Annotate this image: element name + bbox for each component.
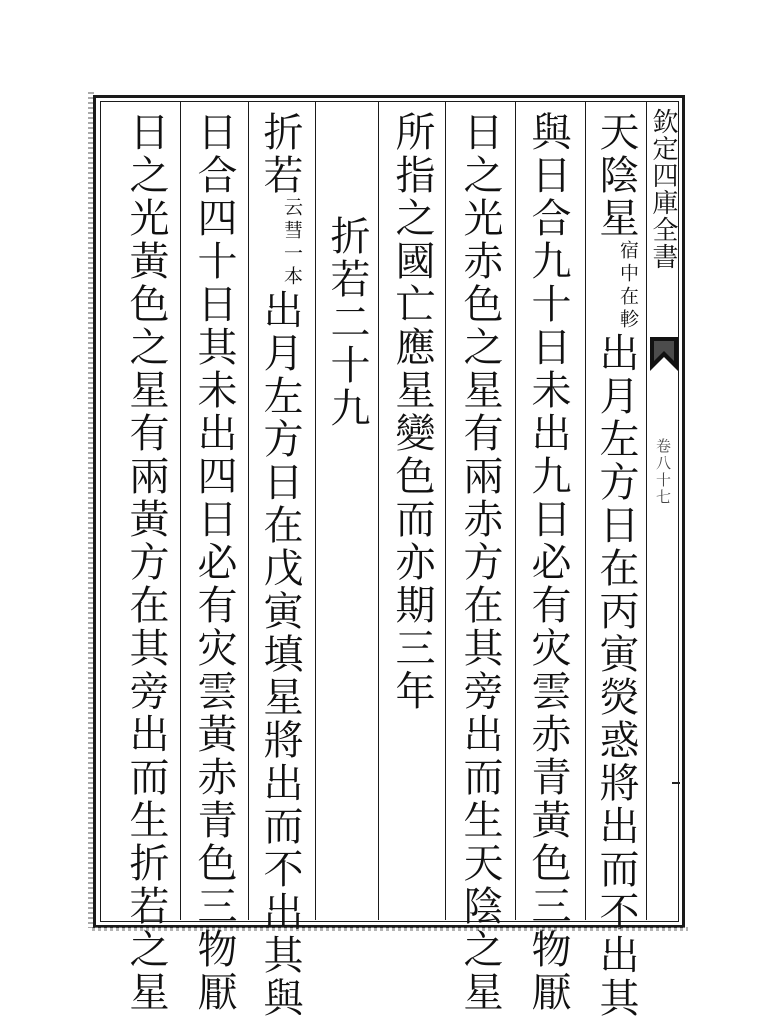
text-column-4	[390, 111, 434, 713]
interlinear-note	[282, 197, 302, 289]
column-text: 出月左方日在丙寅熒惑將出而不出其	[593, 332, 639, 1020]
column-text: 出月左方日在戊寅填星將出而不出其與	[257, 289, 303, 1020]
book-title: 欽定四庫全書	[648, 108, 678, 270]
column-rule	[180, 101, 181, 920]
column-text: 日之光黃色之星有兩黃方在其旁出而生折若之星	[123, 111, 169, 1014]
column-text: 與日合九十日未出九日必有灾雲赤青黃色三物厭	[525, 111, 571, 1014]
column-text: 日合四十日其未出四日必有灾雲黃赤青色三物厭	[191, 111, 237, 1014]
column-rule	[515, 101, 516, 920]
text-column-6	[258, 111, 302, 1020]
column-rule	[445, 101, 446, 920]
note-line: 在軫	[617, 286, 639, 332]
column-rule	[378, 101, 379, 920]
scan-edge-bottom	[92, 927, 688, 931]
column-rule	[585, 101, 586, 920]
note-line: 一本	[281, 243, 303, 289]
text-column-1	[594, 111, 638, 1020]
text-column-2	[526, 111, 570, 1014]
column-text: 日之光赤色之星有兩赤方在其旁出而生天陰之星	[457, 111, 503, 1014]
column-text: 折若	[257, 111, 303, 197]
column-text: 天陰星	[593, 111, 639, 240]
margin-tick	[672, 782, 680, 784]
text-column-8	[124, 111, 168, 1014]
section-heading: 折若二十九	[324, 215, 370, 430]
text-column-3	[458, 111, 502, 1014]
text-column-5	[325, 215, 369, 430]
volume-label: 卷八十七	[654, 438, 672, 506]
note-line: 宿中	[617, 240, 639, 286]
column-rule	[248, 101, 249, 920]
text-column-7	[192, 111, 236, 1014]
column-rule	[315, 101, 316, 920]
interlinear-note	[618, 240, 638, 332]
column-text: 所指之國亡應星變色而亦期三年	[389, 111, 435, 713]
note-line: 云彗	[281, 197, 303, 243]
fish-tail-mark-icon	[650, 337, 678, 371]
